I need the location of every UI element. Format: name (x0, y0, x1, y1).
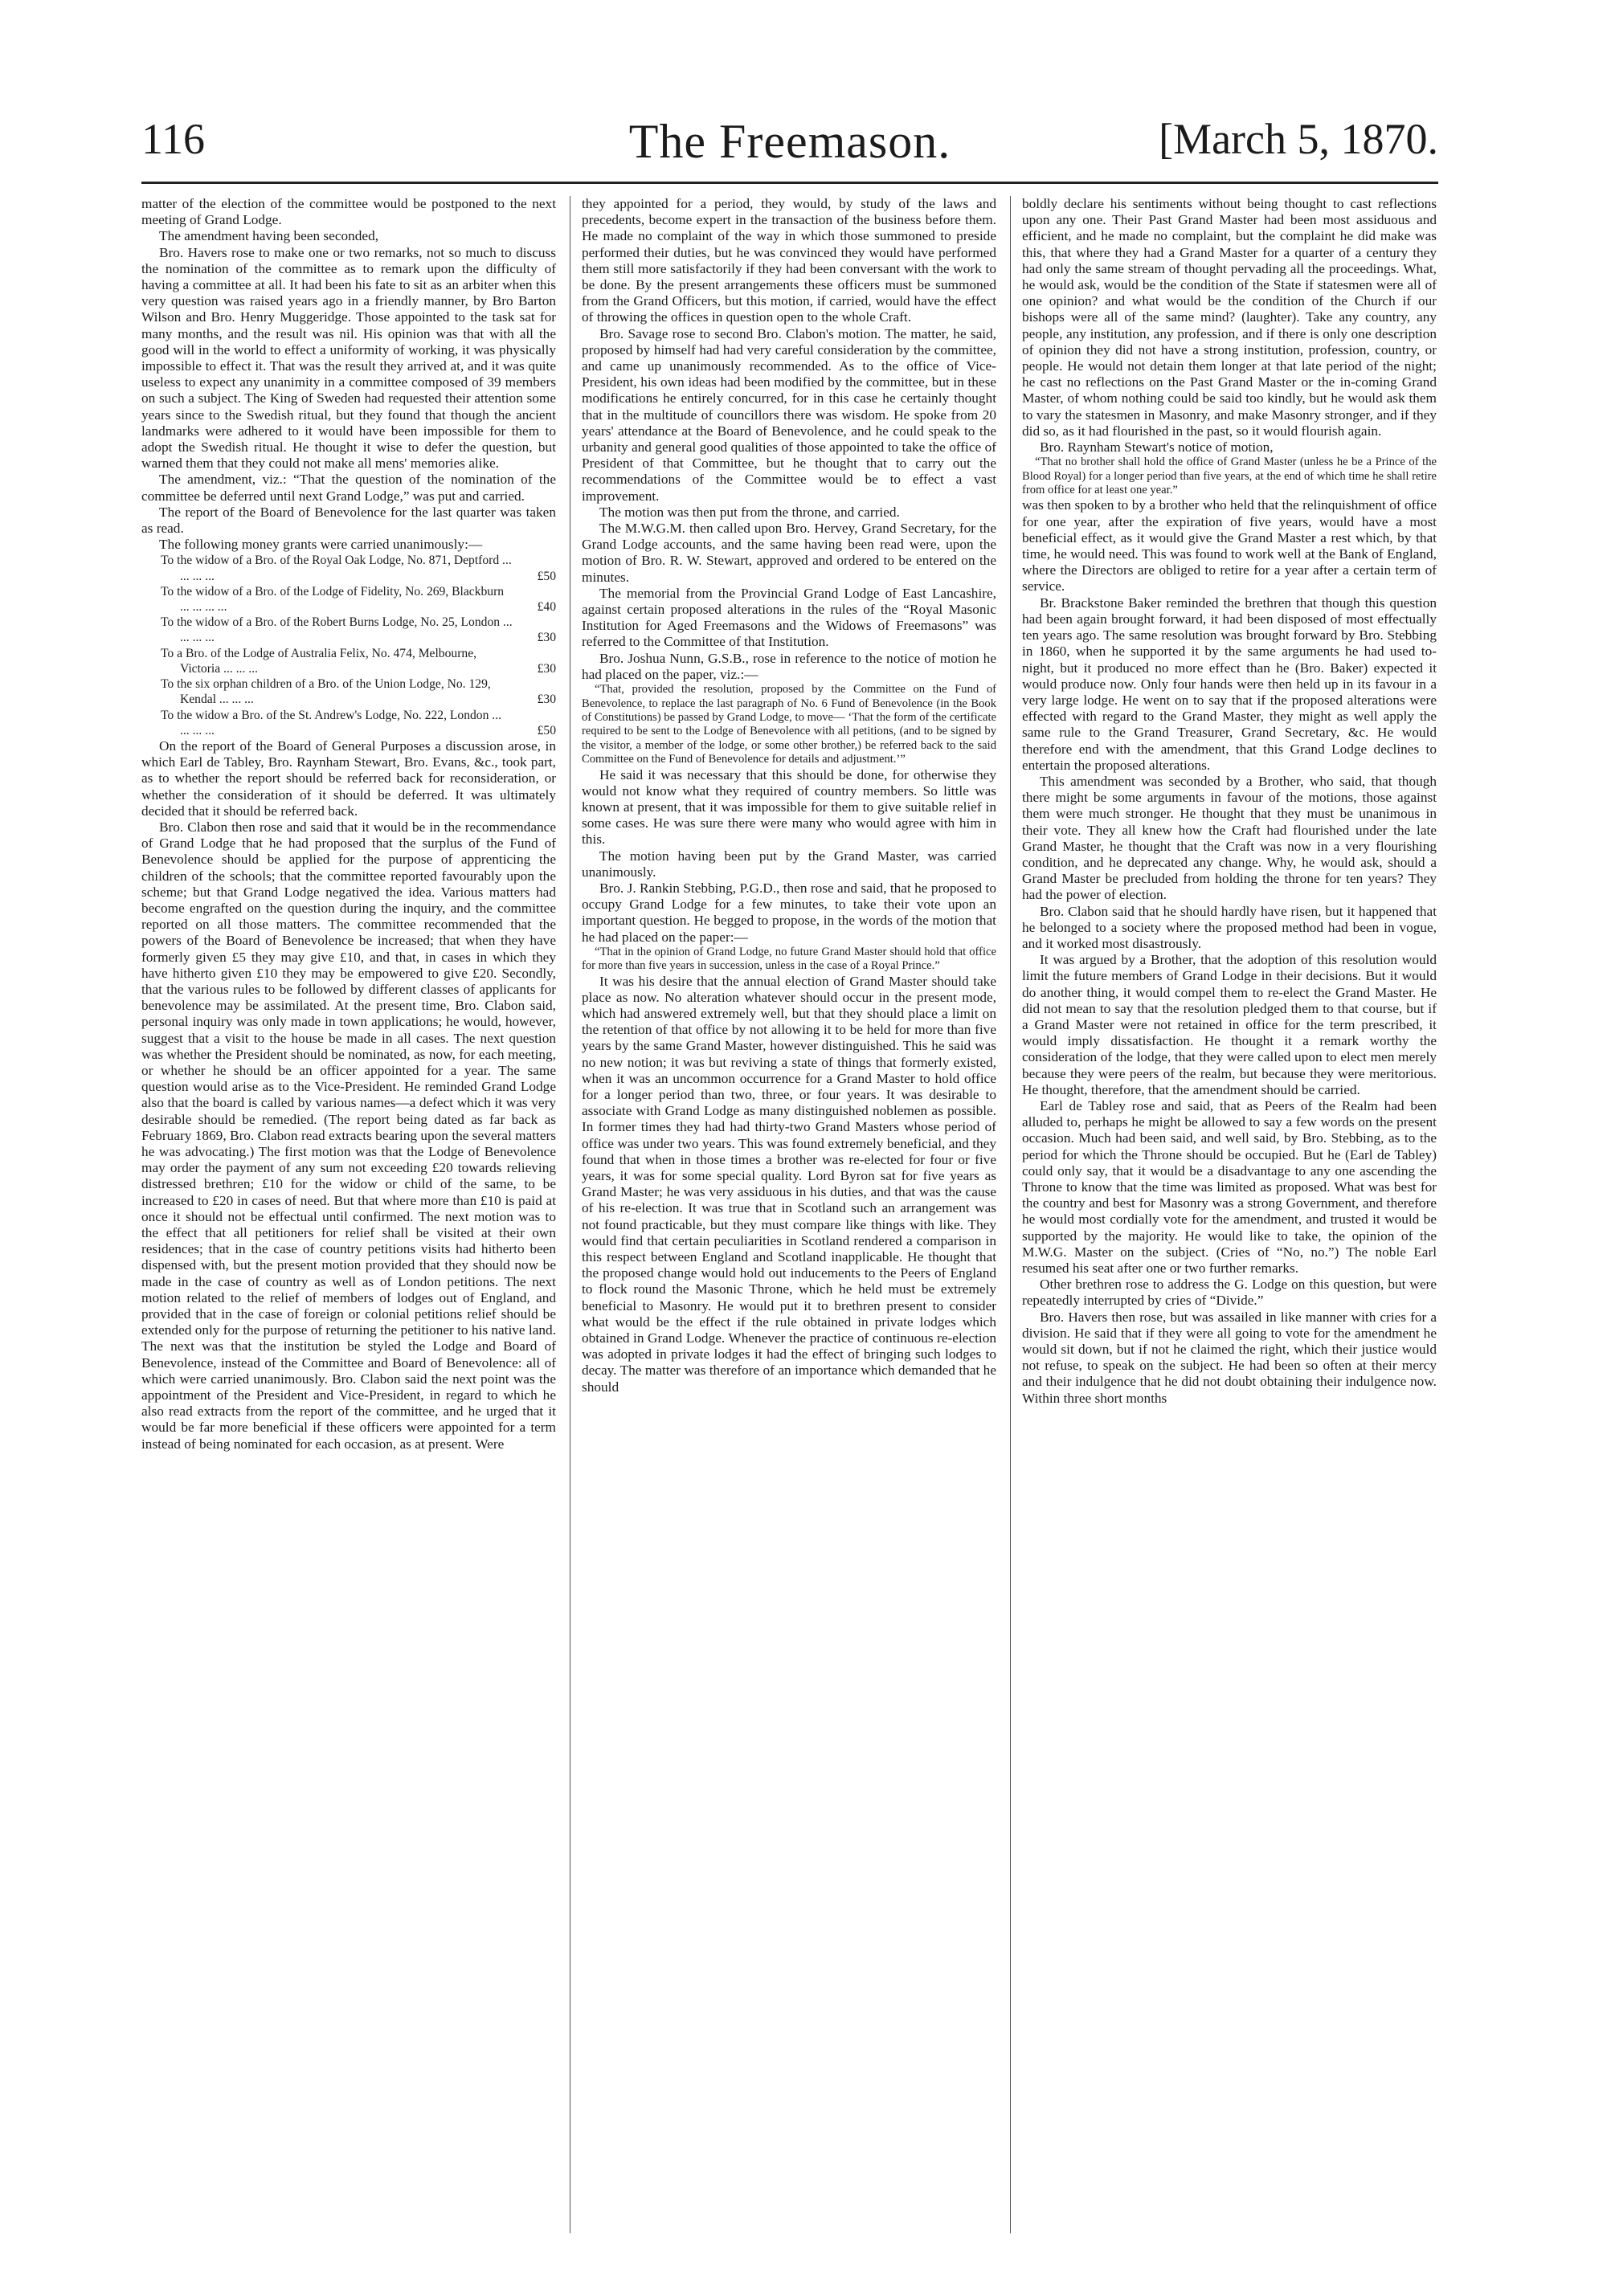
paragraph: The motion having been put by the Grand Master, was carried unanimously. (582, 848, 996, 880)
grant-item (141, 553, 556, 583)
paragraph: The amendment, viz.: “That the question of the nomination of the committee be deferred until next Grand Lodge,” was put and carried. (141, 472, 556, 504)
grant-amount: £30 (537, 692, 556, 707)
grant-recipient: To the six orphan children of a Bro. of the Union Lodge, No. 129, Kendal ... ... ... (161, 677, 491, 707)
grant-amount: £50 (537, 569, 556, 583)
masthead (141, 114, 1438, 170)
page-number: 116 (141, 115, 205, 163)
grant-item (141, 646, 556, 676)
column-1 (141, 196, 556, 2237)
paragraph: Other brethren rose to address the G. Lodge on this question, but were repeatedly interrupted by cries of “Divide.” (1022, 1277, 1437, 1309)
grant-recipient: To the widow of a Bro. of the Royal Oak Lodge, No. 871, Deptford ... ... ... ... (161, 554, 512, 583)
grant-item (141, 676, 556, 707)
page-title: The Freemason. (628, 115, 951, 168)
grant-amount: £40 (537, 600, 556, 615)
paragraph: matter of the election of the committee would be postponed to the next meeting of Grand Lodge. (141, 196, 556, 228)
paragraph: Bro. Havers then rose, but was assailed in like manner with cries for a division. He said that if they were all going to vote for the amendment he would sit down, but if not he claimed the right, which their justice would not refuse, to speak on the subject. He had been so often at their mercy and their indulgence that he did not doubt obtaining their indulgence now. Within three short months (1022, 1309, 1437, 1406)
paragraph: Br. Brackstone Baker reminded the brethren that though this question had been again brought forward, it had been disposed of most effectually ten years ago. The same resolution was brought forward by Bro. Stebbing in 1860, when he supported it by the same arguments he had used to-night, but it produced no more effect than he (Bro. Baker) expected it would produce now. Only four hands were then held up in its favour in a very large lodge. He went on to say that if the proposed alterations were effected with regard to the Grand Master, they might as well apply the same rule to the Grand Treasurer, Grand Secretary, &c. He would therefore end with the amendment, that this Grand Lodge declines to entertain the proposed alterations. (1022, 594, 1437, 773)
paragraph: The amendment having been seconded, (159, 228, 379, 244)
paragraph: On the report of the Board of General Purposes a discussion arose, in which Earl de Tabley, Bro. Raynham Stewart, Bro. Evans, &c., took part, as to whether the report should be referred back for reconsideration, or whether the consideration of it should be deferred. It was ultimately decided that it should be referred back. (141, 737, 556, 819)
paragraph: Earl de Tabley rose and said, that as Peers of the Realm had been alluded to, perhaps he might be allowed to say a few words on the present occasion. Much had been said, and well said, by Bro. Stebbing, as to the period for which the Throne should be occupied. But he (Earl de Tabley) could only say, that it would be a disadvantage to any one ascending the Throne to know that the time was limited as proposed. What was best for the country and best for Masonry was a strong Government, and therefore he would most cordially vote for the amendment, and trusted it would be supported by the majority. He would like to take, the opinion of the M.W.G. Master on the subject. (Cries of “No, no.”) The noble Earl resumed his seat after one or two further remarks. (1022, 1097, 1437, 1277)
grant-recipient: To the widow of a Bro. of the Robert Burns Lodge, No. 25, London ... ... ... ... (161, 615, 513, 645)
paragraph: Bro. J. Rankin Stebbing, P.G.D., then rose and said, that he proposed to occupy Grand Lodge for a few minutes, to take their vote upon an important question. He begged to propose, in the words of the motion that he had placed on the paper:— (582, 880, 996, 945)
paragraph: He said it was necessary that this should be done, for otherwise they would not know what they required of country members. So little was known at present, that it was impossible for them to give suitable relief in some cases. He was sure there were many who would agree with him in this. (582, 766, 996, 848)
column-3 (1022, 196, 1437, 2237)
paragraph: The memorial from the Provincial Grand Lodge of East Lancashire, against certain proposed alterations in the rules of the “Royal Masonic Institution for Aged Freemasons and the Widows of Freemasons” was referred to the Committee of that Institution. (582, 585, 996, 650)
paragraph: It was argued by a Brother, that the adoption of this resolution would limit the future members of Grand Lodge in their decisions. But it would do another thing, it would compel them to re-elect the Grand Master. He did not mean to say that the resolution pledged them to that course, but if a Grand Master were not retained in office for the term prescribed, it would imply dissatisfaction. He thought it a remark worthy the consideration of the lodge, that they were called upon to elect men merely because they were peers of the realm, but because they were meritorious. He thought, therefore, that the amendment should be carried. (1022, 952, 1437, 1097)
paragraph: The report of the Board of Benevolence for the last quarter was taken as read. (141, 504, 556, 537)
grant-amount: £30 (537, 631, 556, 645)
grant-recipient: To the widow a Bro. of the St. Andrew's Lodge, No. 222, London ... ... ... ... (161, 708, 501, 737)
grant-amount: £30 (537, 661, 556, 676)
grant-recipient: To the widow of a Bro. of the Lodge of Fidelity, No. 269, Blackburn ... ... ... ... (161, 584, 505, 615)
grant-item (141, 615, 556, 645)
column-2 (582, 196, 996, 2237)
paragraph: they appointed for a period, they would, by study of the laws and precedents, become expert in the transaction of the business before them. He made no complaint of the way in which those summoned to preside performed their duties, but he was convinced they would have performed them still more satisfactorily if they had been conversant with the work to be done. By the present arrangements these officers must be summoned from the Grand Officers, but this motion, if carried, would have the effect of throwing the offices in question open to the whole Craft. (582, 196, 996, 325)
paragraph: Bro. Havers rose to make one or two remarks, not so much to discuss the nomination of the committee as to remark upon the difficulty of having a committee at all. It had been his fate to sit as an arbiter when this very question was raised years ago in a friendly manner, by Bro Barton Wilson and Bro. Henry Muggeridge. Those appointed to the task sat for many months, and the result was nil. His opinion was that with all the good will in the world to effect a uniformity of working, it was physically impossible to effect it. That was the result they arrived at, and it was quite useless to expect any unanimity in a committee composed of 39 members on such a subject. The King of Sweden had requested their attention some years since to the Swedish ritual, but they found that though the ancient landmarks were adhered to it would have been impossible for them to adopt the Swedish ritual. He thought it wise to defer the question, but warned them that they could not make all mens' memories alike. (141, 244, 556, 472)
paragraph: The M.W.G.M. then called upon Bro. Hervey, Grand Secretary, for the Grand Lodge accounts, and the same having been read were, upon the motion of Bro. R. W. Stewart, approved and ordered to be entered on the minutes. (582, 521, 996, 585)
grant-item (141, 708, 556, 738)
grant-recipient: To a Bro. of the Lodge of Australia Felix, No. 474, Melbourne, Victoria ... ... ... (161, 646, 477, 676)
issue-date: [March 5, 1870. (1159, 115, 1438, 163)
paragraph: boldly declare his sentiments without being thought to cast reflections upon any one. Their Past Grand Master had been most assiduous and efficient, and he made no complaint, but the complaint he did make was this, that where they had a Grand Master for a quarter of a century they had only the same stream of thought pervading all the proceedings. What, he would ask, would be the condition of the State if statesmen were all of one opinion? and what would be the condition of the Church if our bishops were all of the same mind? (laughter). Take any country, any people, any institution, any profession, and if there is only one description of opinion they did not have a strong institution, profession, country, or people. He would not detain them longer at that late period of the night; he cast no reflections on the Past Grand Master or the in-coming Grand Master, of whom nothing could be said too kindly, but he would ask them to vary the statesmen in Masonry, and make Masonry stronger, and if they did so, as it had flourished in the past, so it would flourish again. (1022, 196, 1437, 439)
grants-list (141, 553, 556, 737)
paragraph: Bro. Joshua Nunn, G.S.B., rose in reference to the notice of motion he had placed on the paper, viz.:— (582, 650, 996, 682)
quoted-motion: “That, provided the resolution, proposed by the Committee on the Fund of Benevolence, to replace the last paragraph of No. 6 Fund of Benevolence (in the Book of Constitutions) be passed by Grand Lodge, to move— ‘That the form of the certificate required to be sent to the Lodge of Benevolence with all petitions, (and to be signed by the visitor, a member of the lodge, or some other brother,) be referred back to the said Committee on the Fund of Benevolence for details and adjustment.’” (582, 683, 996, 766)
column-divider (1010, 196, 1011, 2233)
paragraph: Bro. Raynham Stewart's notice of motion, (1040, 439, 1274, 456)
grant-item (141, 584, 556, 615)
paragraph: was then spoken to by a brother who held that the relinquishment of office for one year, after the expiration of five years, would have a most beneficial effect, as it would give the Grand Master a rest which, by that time, he would need. This was found to work well at the Bank of England, where the Directors are obliged to retire for a year after a certain term of service. (1022, 497, 1437, 594)
paragraph: The following money grants were carried unanimously:— (159, 537, 483, 553)
grant-amount: £50 (537, 723, 556, 737)
paragraph: Bro. Savage rose to second Bro. Clabon's motion. The matter, he said, proposed by himself had had very careful consideration by the committee, and came up unanimously recommended. As to the office of Vice-President, his own ideas had been modified by the committee, but in these modifications he entirely concurred, for in this case he certainly thought that in the multitude of councillors there was wisdom. He spoke from 20 years' attendance at the Board of Benevolence, and he could speak to the urbanity and general good qualities of those appointed to take the office of President of that Committee, but he thought that to carry out the recommendations of the Committee would be to effect a vast improvement. (582, 325, 996, 504)
quoted-motion: “That no brother shall hold the office of Grand Master (unless he be a Prince of the Blood Royal) for a longer period than five years, at the end of which time he shall retire from office for at least one year.” (1022, 456, 1437, 497)
paragraph: The motion was then put from the throne, and carried. (599, 504, 900, 520)
paragraph: This amendment was seconded by a Brother, who said, that though there might be some arguments in favour of the motions, those against them were much stronger. He thought that they must be unanimous in their vote. They all knew how the Craft had flourished under the late Grand Master, he thought that the Craft was now in a very flourishing condition, and he deprecated any change. Why, he would ask, should a Grand Master be precluded from holding the throne for ten years? They had the power of election. (1022, 773, 1437, 903)
paragraph: It was his desire that the annual election of Grand Master should take place as now. No alteration whatever should occur in the present mode, which had answered extremely well, but that they should place a limit on the retention of that office by not allowing it to be held for more than five years by the same Grand Master, however distinguished. This he said was no new notion; it was but reviving a state of things that formerly existed, when it was an uncommon occurrence for a Grand Master to hold office for a longer period than two, three, or four years. It was desirable to associate with Grand Lodge as many distinguished noblemen as possible. In former times they had had thirty-two Grand Masters whose period of office was under two years. This was found extremely beneficial, and they found that when in those times a brother was re-elected for four or five years, it was for some special quality. Lord Byron sat for five years as Grand Master; he was very assiduous in his duties, and that was the cause of his re-election. It was true that in Scotland such an arrangement was not found practicable, but they must compare like things with like. They would find that certain peculiarities in Scotland rendered a comparison in this respect between England and Scotland inapplicable. He thought that the proposed change would hold out inducements to the Peers of England to flock round the Masonic Throne, which he held must be extremely beneficial to Masonry. He would put it to brethren present to consider what would be the effect if the rule obtained in private lodges which obtained in Grand Lodge. Whenever the practice of continuous re-election was adopted in private lodges it had the effect of bringing such lodges to decay. The matter was therefore of an importance which demanded that he should (582, 973, 996, 1395)
paragraph: Bro. Clabon then rose and said that it would be in the recommendance of Grand Lodge that he had proposed that the surplus of the Fund of Benevolence should be applied for the purpose of apprenticing the children of the schools; that the committee reported favourably upon the scheme; but that Grand Lodge negatived the idea. Various matters had become engrafted on the question during the inquiry, and the committee reported on all those matters. The committee recommended that the powers of the Board of Benevolence be increased; that when they have formerly given £5 they may give £10, and that, in cases in which they have hitherto given £10 they may be empowered to give £20. Secondly, that the various rules to be followed by different classes of applicants for benevolence may be assimilated. At the present time, Bro. Clabon said, personal inquiry was only made in town applications; he would, however, suggest that a visit to the house be made in all cases. The next question was whether the President should be nominated, as now, for each meeting, or whether he should be an officer appointed for a year. The same question would arise as to the Vice-President. He reminded Grand Lodge also that the board is called by various names—a defect which it was very desirable should be remedied. (The report being dated as far back as February 1869, Bro. Clabon read extracts bearing upon the several matters he was advocating.) The first motion was that the Lodge of Benevolence may order the payment of any sum not exceeding £20 towards relieving distressed brethren; £10 for the widow or child of the same, to be increased to £20 in cases of need. But that where more than £10 is paid at once it should not be effectual until confirmed. The next motion was to the effect that all petitioners for relief shall be visited at their own residences; that in the case of country petitions visits had hitherto been dispensed with, but the present motion provided that they should now be made in the case of country as well as of London petitions. The next motion related to the relief of members of lodges out of England, and provided that in the case of foreign or colonial petitions relief should be extended only for the purpose of returning the petitioner to his native land. The next was that the institution be styled the Lodge and Board of Benevolence, instead of the Committee and Board of Benevolence: all of which were carried unanimously. Bro. Clabon said the next point was the appointment of the President and Vice-President, in regard to which he also read extracts from the report of the committee, and he urged that it would be far more beneficial if these officers were appointed for a term instead of being nominated for each occasion, as at present. Were (141, 819, 556, 1452)
quoted-motion: “That in the opinion of Grand Lodge, no future Grand Master should hold that office for more than five years in succession, unless in the case of a Royal Prince.” (582, 945, 996, 973)
paragraph: Bro. Clabon said that he should hardly have risen, but it happened that he belonged to a society where the proposed method had been in vogue, and it worked most disastrously. (1022, 903, 1437, 951)
header-rule (141, 182, 1438, 184)
